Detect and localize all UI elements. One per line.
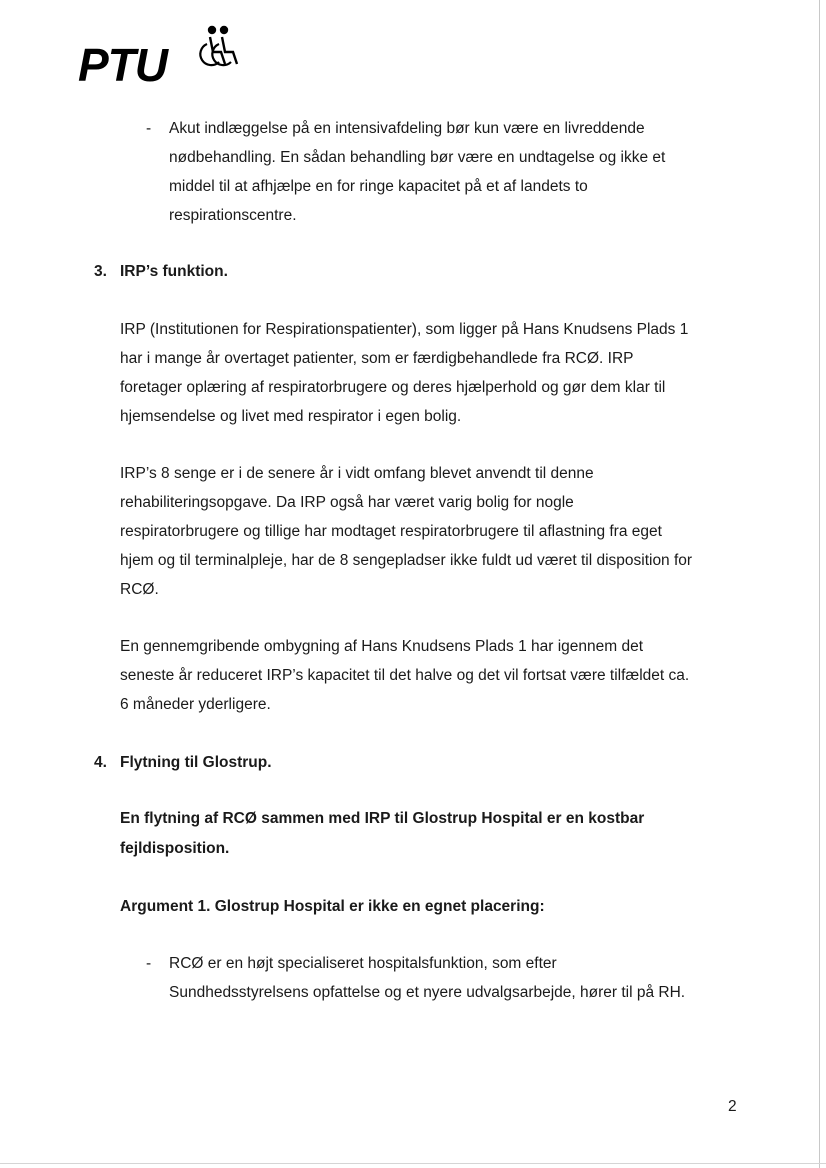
text-line: RCØ er en højt specialiseret hospitalsfunktion, som efter: [169, 955, 557, 972]
text-line: nødbehandling. En sådan behandling bør være en undtagelse og ikke et: [169, 149, 666, 166]
text-line: 6 måneder yderligere.: [120, 696, 271, 713]
bullet-dash: -: [146, 120, 152, 137]
section-heading: [94, 257, 228, 286]
section-title: Flytning til Glostrup.: [120, 754, 272, 771]
section-heading: [94, 748, 272, 777]
text-line: En flytning af RCØ sammen med IRP til Glostrup Hospital er en kostbar: [120, 810, 645, 827]
text-line: hjem og til terminalpleje, har de 8 sengepladser ikke fuldt ud været til disposition for: [120, 552, 693, 569]
text-line: RCØ.: [120, 581, 159, 598]
paragraph: [120, 459, 800, 604]
text-line: middel til at afhjælpe en for ringe kapacitet på et af landets to: [169, 178, 588, 195]
text-line: IRP’s 8 senge er i de senere år i vidt omfang blevet anvendt til denne: [120, 465, 594, 482]
ptu-logo: [78, 22, 258, 102]
section-number: 3.: [94, 263, 107, 280]
text-line: har i mange år overtaget patienter, som er færdigbehandlede fra RCØ. IRP: [120, 350, 634, 367]
text-line: Sundhedsstyrelsens opfattelse og et nyere udvalgsarbejde, hører til på RH.: [169, 984, 686, 1001]
logo-text: PTU: [78, 39, 167, 91]
argument-heading: Argument 1. Glostrup Hospital er ikke en egnet placering:: [120, 898, 545, 915]
text-line: hjemsendelse og livet med respirator i egen bolig.: [120, 408, 462, 425]
section-title: IRP’s funktion.: [120, 263, 228, 280]
bullet-text: [169, 114, 769, 230]
text-line: seneste år reduceret IRP’s kapacitet til det halve og det vil fortsat være tilfældet ca.: [120, 667, 690, 684]
paragraph: [120, 632, 800, 719]
wheelchair-users-icon: [186, 22, 246, 72]
page-number: 2: [728, 1098, 737, 1115]
text-line: En gennemgribende ombygning af Hans Knudsens Plads 1 har igennem det: [120, 638, 644, 655]
bullet-dash: -: [146, 955, 152, 972]
text-line: respiratorbrugere og tillige har modtaget respiratorbrugere til aflastning fra eget: [120, 523, 662, 540]
text-line: IRP (Institutionen for Respirationspatienter), som ligger på Hans Knudsens Plads 1: [120, 321, 689, 338]
page-bottom-edge: [0, 1163, 826, 1164]
text-line: Akut indlæggelse på en intensivafdeling bør kun være en livreddende: [169, 120, 645, 137]
text-line: foretager oplæring af respiratorbrugere og deres hjælperhold og gør dem klar til: [120, 379, 666, 396]
text-line: fejldisposition.: [120, 840, 230, 857]
section-number: 4.: [94, 754, 107, 771]
text-line: respirationscentre.: [169, 207, 297, 224]
text-line: rehabiliteringsopgave. Da IRP også har været varig bolig for nogle: [120, 494, 574, 511]
paragraph: [120, 315, 800, 431]
bullet-text: [169, 949, 789, 1007]
page-right-edge: [819, 0, 820, 1168]
bold-statement: [120, 804, 800, 864]
